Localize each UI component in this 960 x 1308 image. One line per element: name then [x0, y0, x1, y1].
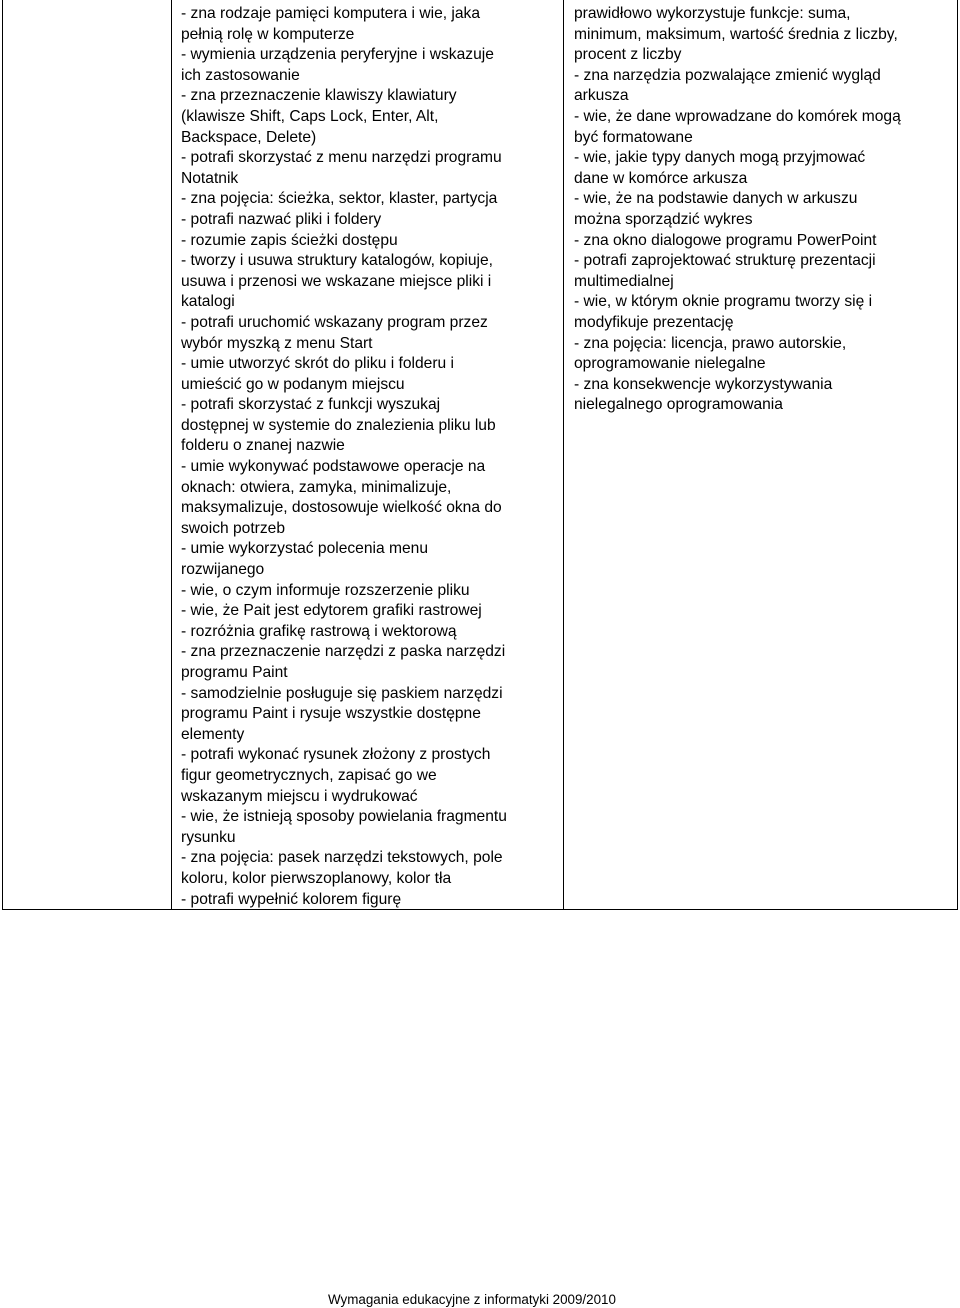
text-line: - zna pojęcia: pasek narzędzi tekstowych, pole: [181, 849, 503, 867]
text-line: - zna narzędzia pozwalające zmienić wygląd: [574, 66, 881, 84]
text-line: można sporządzić wykres: [574, 210, 753, 228]
text-line: - tworzy i usuwa struktury katalogów, kopiuje,: [181, 252, 494, 270]
text-line: - potrafi nazwać pliki i foldery: [181, 210, 382, 228]
text-line: być formatowane: [574, 128, 693, 146]
table-cell-empty: [2, 0, 171, 910]
text-line: rysunku: [181, 828, 236, 846]
text-line: - umie utworzyć skrót do pliku i folderu i: [181, 355, 454, 373]
text-line: usuwa i przenosi we wskazane miejsce pliki i: [181, 272, 492, 290]
text-line: - zna pojęcia: ścieżka, sektor, klaster, partycja: [181, 190, 498, 208]
text-line: multimedialnej: [574, 272, 674, 290]
text-line: - wie, w którym oknie programu tworzy się i: [574, 293, 873, 311]
text-line: katalogi: [181, 293, 235, 311]
text-line: - zna okno dialogowe programu PowerPoint: [574, 231, 877, 249]
text-line: Notatnik: [181, 169, 239, 187]
text-line: wskazanym miejscu i wydrukować: [181, 787, 418, 805]
text-line: oprogramowanie nielegalne: [574, 355, 766, 373]
text-line: prawidłowo wykorzystuje funkcje: suma,: [574, 5, 851, 22]
text-line: - zna przeznaczenie narzędzi z paska narzędzi: [181, 643, 506, 661]
page-footer: Wymagania edukacyjne z informatyki 2009/2010: [328, 1292, 616, 1307]
text-line: - potrafi skorzystać z funkcji wyszukaj: [181, 396, 441, 414]
text-line: ich zastosowanie: [181, 66, 300, 84]
text-line: rozwijanego: [181, 561, 265, 579]
text-line: - wie, że istnieją sposoby powielania fragmentu: [181, 808, 507, 826]
text-line: - zna pojęcia: licencja, prawo autorskie,: [574, 334, 847, 352]
text-line: (klawisze Shift, Caps Lock, Enter, Alt,: [181, 107, 439, 125]
text-line: elementy: [181, 725, 245, 743]
text-line: - wie, że Pait jest edytorem grafiki rastrowej: [181, 602, 482, 620]
left-column-text: [181, 4, 563, 910]
text-line: - zna konsekwencje wykorzystywania: [574, 375, 833, 393]
text-line: - zna przeznaczenie klawiszy klawiatury: [181, 87, 457, 105]
text-line: dostępnej w systemie do znalezienia pliku lub: [181, 416, 496, 434]
text-line: modyfikuje prezentację: [574, 313, 734, 331]
text-line: - zna rodzaje pamięci komputera i wie, jaka: [181, 5, 481, 22]
text-line: - potrafi wypełnić kolorem figurę: [181, 890, 402, 908]
table-cell-left: [171, 0, 563, 910]
text-line: oknach: otwiera, zamyka, minimalizuje,: [181, 478, 452, 496]
text-line: maksymalizuje, dostosowuje wielkość okna do: [181, 499, 502, 517]
text-line: - rozróżnia grafikę rastrową i wektorową: [181, 622, 457, 640]
requirements-table: [2, 0, 958, 910]
text-line: minimum, maksimum, wartość średnia z liczby,: [574, 25, 898, 43]
text-line: wybór myszką z menu Start: [181, 334, 373, 352]
text-line: - samodzielnie posługuje się paskiem narzędzi: [181, 684, 503, 702]
text-line: folderu o znanej nazwie: [181, 437, 345, 455]
text-line: - wymienia urządzenia peryferyjne i wskazuje: [181, 46, 494, 64]
right-column-text: [574, 4, 957, 416]
text-line: - wie, o czym informuje rozszerzenie pliku: [181, 581, 470, 599]
text-line: - wie, że na podstawie danych w arkuszu: [574, 190, 858, 208]
table-cell-right: [563, 0, 958, 910]
text-line: dane w komórce arkusza: [574, 169, 748, 187]
text-line: arkusza: [574, 87, 629, 105]
text-line: - umie wykonywać podstawowe operacje na: [181, 458, 486, 476]
text-line: swoich potrzeb: [181, 519, 286, 537]
text-line: - potrafi zaprojektować strukturę prezentacji: [574, 252, 876, 270]
text-line: nielegalnego oprogramowania: [574, 396, 783, 414]
text-line: - umie wykorzystać polecenia menu: [181, 540, 429, 558]
text-line: - wie, że dane wprowadzane do komórek mogą: [574, 107, 901, 125]
text-line: - potrafi wykonać rysunek złożony z prostych: [181, 746, 491, 764]
text-line: koloru, kolor pierwszoplanowy, kolor tła: [181, 869, 452, 887]
text-line: - potrafi uruchomić wskazany program przez: [181, 313, 488, 331]
text-line: pełnią rolę w komputerze: [181, 25, 355, 43]
text-line: - rozumie zapis ścieżki dostępu: [181, 231, 398, 249]
text-line: figur geometrycznych, zapisać go we: [181, 766, 437, 784]
text-line: Backspace, Delete): [181, 128, 317, 146]
text-line: programu Paint i rysuje wszystkie dostępne: [181, 705, 481, 723]
text-line: - wie, jakie typy danych mogą przyjmować: [574, 149, 866, 167]
text-line: procent z liczby: [574, 46, 682, 64]
text-line: programu Paint: [181, 664, 288, 681]
text-line: umieścić go w podanym miejscu: [181, 375, 405, 393]
text-line: - potrafi skorzystać z menu narzędzi programu: [181, 149, 502, 167]
